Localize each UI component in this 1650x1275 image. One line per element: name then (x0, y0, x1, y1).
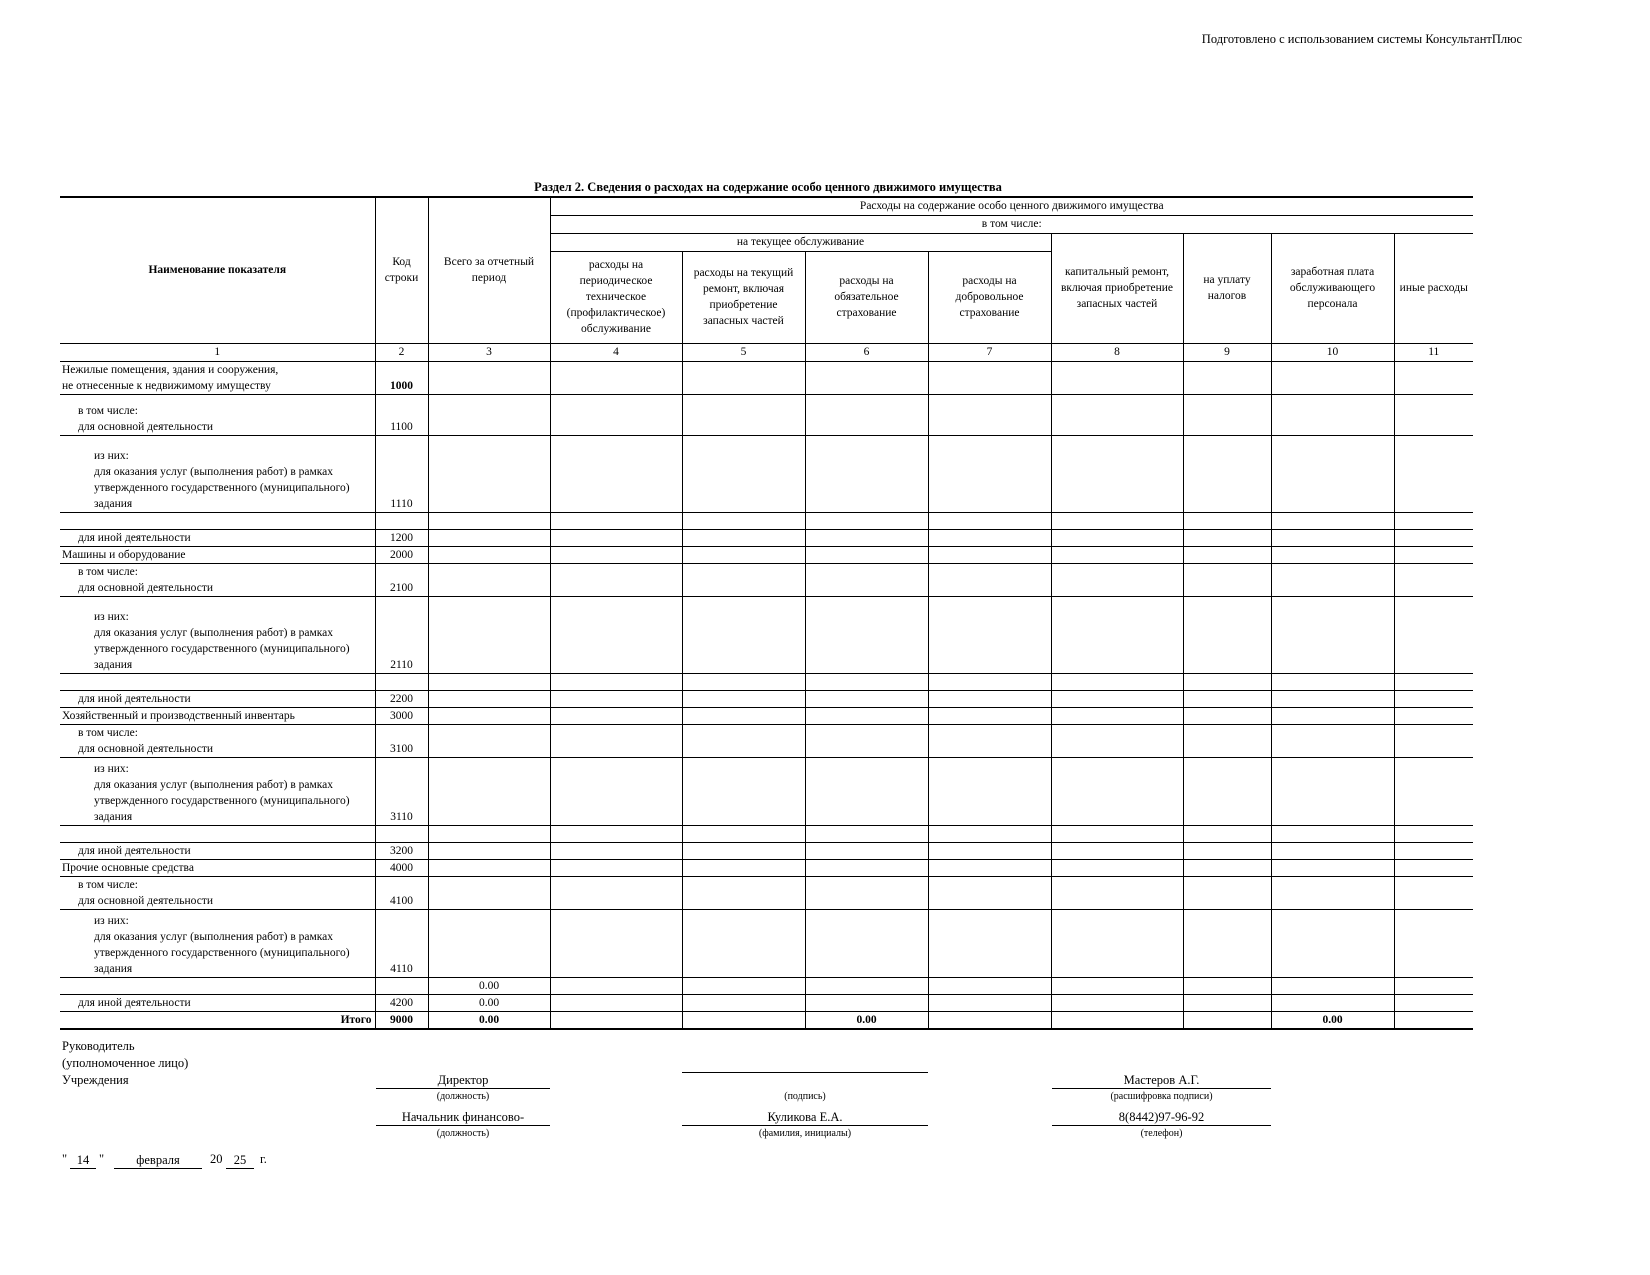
date-quote-close: " (99, 1152, 105, 1166)
cell-col3 (428, 876, 550, 909)
cell-col6 (805, 876, 928, 909)
cell-col5 (682, 909, 805, 977)
cell-col7 (928, 435, 1051, 512)
row-code: 1200 (375, 529, 428, 546)
cell-col11 (1394, 394, 1473, 435)
row-name: в том числе: для основной деятельности (60, 394, 375, 435)
cell-col10 (1271, 596, 1394, 673)
cell-col9 (1183, 435, 1271, 512)
row-code: 4200 (375, 994, 428, 1011)
table-row-3110 (60, 757, 1473, 825)
cell-col3 (428, 673, 550, 690)
cell-col7 (928, 361, 1051, 394)
cell-col9 (1183, 757, 1271, 825)
cell-col6 (805, 859, 928, 876)
cell-col7 (928, 673, 1051, 690)
row-name (60, 825, 375, 842)
row-name (60, 977, 375, 994)
cell-col5 (682, 596, 805, 673)
cell-col5 (682, 825, 805, 842)
cell-col5 (682, 859, 805, 876)
expenses-table (60, 196, 1473, 1030)
header-col6: расходы на обязательное страхование (805, 251, 928, 343)
row-name: Нежилые помещения, здания и сооружения, не отнесенные к недвижимому имуществу (60, 361, 375, 394)
cell-col10 (1271, 757, 1394, 825)
table-row-1110 (60, 435, 1473, 512)
cell-col11 (1394, 977, 1473, 994)
row-code: 9000 (375, 1011, 428, 1029)
date-year: 25 (226, 1152, 254, 1169)
row-name: в том числе: для основной деятельности (60, 876, 375, 909)
cell-col11 (1394, 757, 1473, 825)
cell-col10 (1271, 361, 1394, 394)
cell-col9 (1183, 842, 1271, 859)
cell-col7 (928, 1011, 1051, 1029)
prepared-note: Подготовлено с использованием системы КонсультантПлюс (1201, 32, 1522, 46)
cell-col4 (550, 546, 682, 563)
cell-col3 (428, 859, 550, 876)
row-code: 3200 (375, 842, 428, 859)
cell-col10 (1271, 673, 1394, 690)
cell-col4 (550, 690, 682, 707)
cell-col8 (1051, 977, 1183, 994)
cell-col11 (1394, 724, 1473, 757)
cell-col10 (1271, 529, 1394, 546)
cell-col8 (1051, 512, 1183, 529)
cell-col7 (928, 977, 1051, 994)
cell-col6 (805, 394, 928, 435)
cell-col8 (1051, 529, 1183, 546)
cell-col10 (1271, 724, 1394, 757)
row-code: 1100 (375, 394, 428, 435)
cell-col4 (550, 361, 682, 394)
cell-col7 (928, 994, 1051, 1011)
cell-col11 (1394, 673, 1473, 690)
cell-col6: 0.00 (805, 1011, 928, 1029)
cell-col3 (428, 757, 550, 825)
cell-col10: 0.00 (1271, 1011, 1394, 1029)
cell-col6 (805, 563, 928, 596)
cell-col3 (428, 825, 550, 842)
cell-col8 (1051, 994, 1183, 1011)
row-code: 2110 (375, 596, 428, 673)
cell-col8 (1051, 546, 1183, 563)
row-name: из них: для оказания услуг (выполнения работ) в рамках утвержденного государственного (муниципального) задания (60, 909, 375, 977)
row-code: 2100 (375, 563, 428, 596)
cell-col4 (550, 876, 682, 909)
row-code: 4100 (375, 876, 428, 909)
table-row-1000 (60, 361, 1473, 394)
cell-col3 (428, 546, 550, 563)
cell-col11 (1394, 1011, 1473, 1029)
cell-col4 (550, 757, 682, 825)
cell-col5 (682, 994, 805, 1011)
header-current-service: на текущее обслуживание (550, 233, 1051, 251)
header-col9: на уплату налогов (1183, 233, 1271, 343)
cell-col4 (550, 842, 682, 859)
row-name: для иной деятельности (60, 842, 375, 859)
cell-col4 (550, 512, 682, 529)
cell-col8 (1051, 842, 1183, 859)
cell-col10 (1271, 909, 1394, 977)
cell-col10 (1271, 876, 1394, 909)
cell-col7 (928, 859, 1051, 876)
cell-col5 (682, 435, 805, 512)
cell-col4 (550, 596, 682, 673)
cell-col4 (550, 563, 682, 596)
cell-col5 (682, 757, 805, 825)
cell-col5 (682, 707, 805, 724)
row-name (60, 673, 375, 690)
cell-col11 (1394, 994, 1473, 1011)
date-suffix: г. (260, 1152, 267, 1166)
cell-col11 (1394, 512, 1473, 529)
cell-col7 (928, 909, 1051, 977)
cell-col8 (1051, 596, 1183, 673)
cell-col10 (1271, 394, 1394, 435)
table-row-4110 (60, 909, 1473, 977)
cell-col4 (550, 1011, 682, 1029)
cell-col6 (805, 512, 928, 529)
header-code: Код строки (375, 197, 428, 343)
cell-col11 (1394, 859, 1473, 876)
table-row-blank (60, 977, 1473, 994)
cell-col5 (682, 690, 805, 707)
cell-col10 (1271, 994, 1394, 1011)
cell-col7 (928, 876, 1051, 909)
caption-position-2: (должность) (436, 1128, 490, 1139)
cell-col3 (428, 435, 550, 512)
cell-col8 (1051, 876, 1183, 909)
row-name: в том числе: для основной деятельности (60, 724, 375, 757)
head-label: Руководитель (уполномоченное лицо) Учреждения (62, 1039, 189, 1087)
cell-col9 (1183, 529, 1271, 546)
cell-col6 (805, 673, 928, 690)
cell-col3 (428, 394, 550, 435)
cell-col6 (805, 707, 928, 724)
cell-col9 (1183, 394, 1271, 435)
caption-position: (должность) (436, 1091, 490, 1102)
cell-col5 (682, 529, 805, 546)
caption-phone: (телефон) (1140, 1128, 1183, 1139)
row-name: для иной деятельности (60, 690, 375, 707)
cell-col7 (928, 512, 1051, 529)
cell-col3 (428, 909, 550, 977)
cell-col11 (1394, 546, 1473, 563)
cell-col3 (428, 707, 550, 724)
cell-col10 (1271, 435, 1394, 512)
cell-col6 (805, 596, 928, 673)
header-including: в том числе: (550, 215, 1473, 233)
cell-col8 (1051, 673, 1183, 690)
cell-col10 (1271, 563, 1394, 596)
row-code (375, 673, 428, 690)
table-row-blank (60, 825, 1473, 842)
cell-col5 (682, 724, 805, 757)
row-name: из них: для оказания услуг (выполнения работ) в рамках утвержденного государственного (муниципального) задания (60, 757, 375, 825)
cell-col4 (550, 435, 682, 512)
table-row-1100 (60, 394, 1473, 435)
cell-col5 (682, 1011, 805, 1029)
cell-col7 (928, 394, 1051, 435)
row-code: 3000 (375, 707, 428, 724)
cell-col4 (550, 909, 682, 977)
cell-col7 (928, 690, 1051, 707)
cell-col6 (805, 546, 928, 563)
cell-col7 (928, 529, 1051, 546)
cell-col8 (1051, 909, 1183, 977)
row-code (375, 977, 428, 994)
cell-col7 (928, 724, 1051, 757)
cell-col3 (428, 563, 550, 596)
cell-col3 (428, 724, 550, 757)
row-name: из них: для оказания услуг (выполнения работ) в рамках утвержденного государственного (муниципального) задания (60, 435, 375, 512)
cell-col7 (928, 707, 1051, 724)
cell-col6 (805, 842, 928, 859)
row-code: 2200 (375, 690, 428, 707)
cell-col10 (1271, 825, 1394, 842)
cell-col5 (682, 394, 805, 435)
row-name: в том числе: для основной деятельности (60, 563, 375, 596)
cell-col6 (805, 825, 928, 842)
row-code (375, 512, 428, 529)
row-code (375, 825, 428, 842)
row-code: 1000 (375, 361, 428, 394)
cell-col9 (1183, 1011, 1271, 1029)
cell-col8 (1051, 757, 1183, 825)
cell-col3 (428, 690, 550, 707)
fin-position-field: Начальник финансово- (376, 1109, 550, 1126)
table-row-3000 (60, 707, 1473, 724)
cell-col7 (928, 757, 1051, 825)
phone-field: 8(8442)97-96-92 (1052, 1109, 1271, 1126)
header-total: Всего за отчетный период (428, 197, 550, 343)
cell-col10 (1271, 512, 1394, 529)
cell-col10 (1271, 842, 1394, 859)
table-row-2110 (60, 596, 1473, 673)
cell-col11 (1394, 361, 1473, 394)
date-day: 14 (70, 1152, 96, 1169)
fin-name-field: Куликова Е.А. (682, 1109, 928, 1126)
cell-col11 (1394, 529, 1473, 546)
cell-col7 (928, 825, 1051, 842)
table-row-3200 (60, 842, 1473, 859)
cell-col9 (1183, 909, 1271, 977)
cell-col6 (805, 361, 928, 394)
column-numbers-row: 1 2 3 4 5 6 7 8 9 10 11 (60, 343, 1473, 361)
cell-col9 (1183, 707, 1271, 724)
cell-col8 (1051, 825, 1183, 842)
cell-col8 (1051, 563, 1183, 596)
cell-col9 (1183, 825, 1271, 842)
cell-col11 (1394, 825, 1473, 842)
table-row-9000 (60, 1011, 1473, 1029)
header-expenses-group: Расходы на содержание особо ценного движимого имущества (550, 197, 1473, 215)
row-code: 4000 (375, 859, 428, 876)
cell-col8 (1051, 361, 1183, 394)
cell-col5 (682, 673, 805, 690)
cell-col11 (1394, 842, 1473, 859)
caption-signature: (подпись) (784, 1091, 826, 1102)
date-year-prefix: 20 (210, 1152, 223, 1166)
cell-col3 (428, 512, 550, 529)
cell-col4 (550, 673, 682, 690)
date-quote-open: " (62, 1152, 68, 1166)
row-code: 4110 (375, 909, 428, 977)
table-row-4100 (60, 876, 1473, 909)
cell-col4 (550, 394, 682, 435)
cell-col10 (1271, 546, 1394, 563)
cell-col9 (1183, 512, 1271, 529)
cell-col3: 0.00 (428, 977, 550, 994)
cell-col11 (1394, 707, 1473, 724)
table-row-4200 (60, 994, 1473, 1011)
cell-col9 (1183, 546, 1271, 563)
row-name: для иной деятельности (60, 994, 375, 1011)
cell-col6 (805, 690, 928, 707)
cell-col11 (1394, 596, 1473, 673)
header-col5: расходы на текущий ремонт, включая приобретение запасных частей (682, 251, 805, 343)
cell-col3: 0.00 (428, 1011, 550, 1029)
cell-col4 (550, 859, 682, 876)
table-row-blank (60, 673, 1473, 690)
row-name (60, 512, 375, 529)
cell-col8 (1051, 707, 1183, 724)
cell-col11 (1394, 876, 1473, 909)
table-row-1200 (60, 529, 1473, 546)
row-name: Хозяйственный и производственный инвентарь (60, 707, 375, 724)
cell-col10 (1271, 707, 1394, 724)
head-name-field: Мастеров А.Г. (1052, 1072, 1271, 1089)
cell-col8 (1051, 690, 1183, 707)
cell-col7 (928, 842, 1051, 859)
cell-col11 (1394, 435, 1473, 512)
table-row-3100 (60, 724, 1473, 757)
cell-col6 (805, 977, 928, 994)
caption-decoding: (расшифровка подписи) (1110, 1091, 1213, 1102)
cell-col3 (428, 842, 550, 859)
cell-col8 (1051, 394, 1183, 435)
cell-col4 (550, 994, 682, 1011)
section-title: Раздел 2. Сведения о расходах на содержание особо ценного движимого имущества (534, 180, 1002, 194)
cell-col10 (1271, 859, 1394, 876)
row-name: Машины и оборудование (60, 546, 375, 563)
cell-col8 (1051, 435, 1183, 512)
cell-col8 (1051, 859, 1183, 876)
cell-col4 (550, 529, 682, 546)
cell-col4 (550, 977, 682, 994)
cell-col6 (805, 994, 928, 1011)
table-row-4000 (60, 859, 1473, 876)
cell-col5 (682, 977, 805, 994)
row-code: 2000 (375, 546, 428, 563)
caption-fio: (фамилия, инициалы) (758, 1128, 852, 1139)
cell-col9 (1183, 361, 1271, 394)
cell-col8 (1051, 724, 1183, 757)
row-name: из них: для оказания услуг (выполнения работ) в рамках утвержденного государственного (муниципального) задания (60, 596, 375, 673)
cell-col5 (682, 842, 805, 859)
cell-col6 (805, 757, 928, 825)
signature-field (682, 1072, 928, 1073)
cell-col8 (1051, 1011, 1183, 1029)
row-name: Прочие основные средства (60, 859, 375, 876)
cell-col5 (682, 546, 805, 563)
table-row-blank (60, 512, 1473, 529)
row-name: Итого (60, 1011, 375, 1029)
cell-col9 (1183, 596, 1271, 673)
cell-col7 (928, 563, 1051, 596)
cell-col9 (1183, 977, 1271, 994)
cell-col6 (805, 529, 928, 546)
row-code: 3110 (375, 757, 428, 825)
cell-col11 (1394, 909, 1473, 977)
cell-col11 (1394, 563, 1473, 596)
cell-col10 (1271, 690, 1394, 707)
header-col8: капитальный ремонт, включая приобретение запасных частей (1051, 233, 1183, 343)
row-name: для иной деятельности (60, 529, 375, 546)
cell-col9 (1183, 876, 1271, 909)
table-row-2100 (60, 563, 1473, 596)
header-col10: заработная плата обслуживающего персонала (1271, 233, 1394, 343)
header-col4: расходы на периодическое техническое (профилактическое) обслуживание (550, 251, 682, 343)
cell-col7 (928, 546, 1051, 563)
cell-col4 (550, 707, 682, 724)
cell-col5 (682, 361, 805, 394)
cell-col7 (928, 596, 1051, 673)
row-code: 3100 (375, 724, 428, 757)
cell-col4 (550, 825, 682, 842)
cell-col4 (550, 724, 682, 757)
cell-col6 (805, 724, 928, 757)
cell-col3: 0.00 (428, 994, 550, 1011)
cell-col6 (805, 435, 928, 512)
cell-col9 (1183, 673, 1271, 690)
date-month: февраля (114, 1152, 202, 1169)
cell-col9 (1183, 563, 1271, 596)
cell-col9 (1183, 859, 1271, 876)
cell-col5 (682, 512, 805, 529)
header-col7: расходы на добровольное страхование (928, 251, 1051, 343)
cell-col5 (682, 563, 805, 596)
table-row-2200 (60, 690, 1473, 707)
cell-col3 (428, 361, 550, 394)
table-row-2000 (60, 546, 1473, 563)
row-code: 1110 (375, 435, 428, 512)
cell-col6 (805, 909, 928, 977)
cell-col9 (1183, 724, 1271, 757)
head-position-field: Директор (376, 1072, 550, 1089)
cell-col5 (682, 876, 805, 909)
cell-col3 (428, 596, 550, 673)
cell-col9 (1183, 994, 1271, 1011)
header-name: Наименование показателя (60, 197, 375, 343)
cell-col9 (1183, 690, 1271, 707)
header-col11: иные расходы (1394, 233, 1473, 343)
cell-col11 (1394, 690, 1473, 707)
cell-col10 (1271, 977, 1394, 994)
cell-col3 (428, 529, 550, 546)
